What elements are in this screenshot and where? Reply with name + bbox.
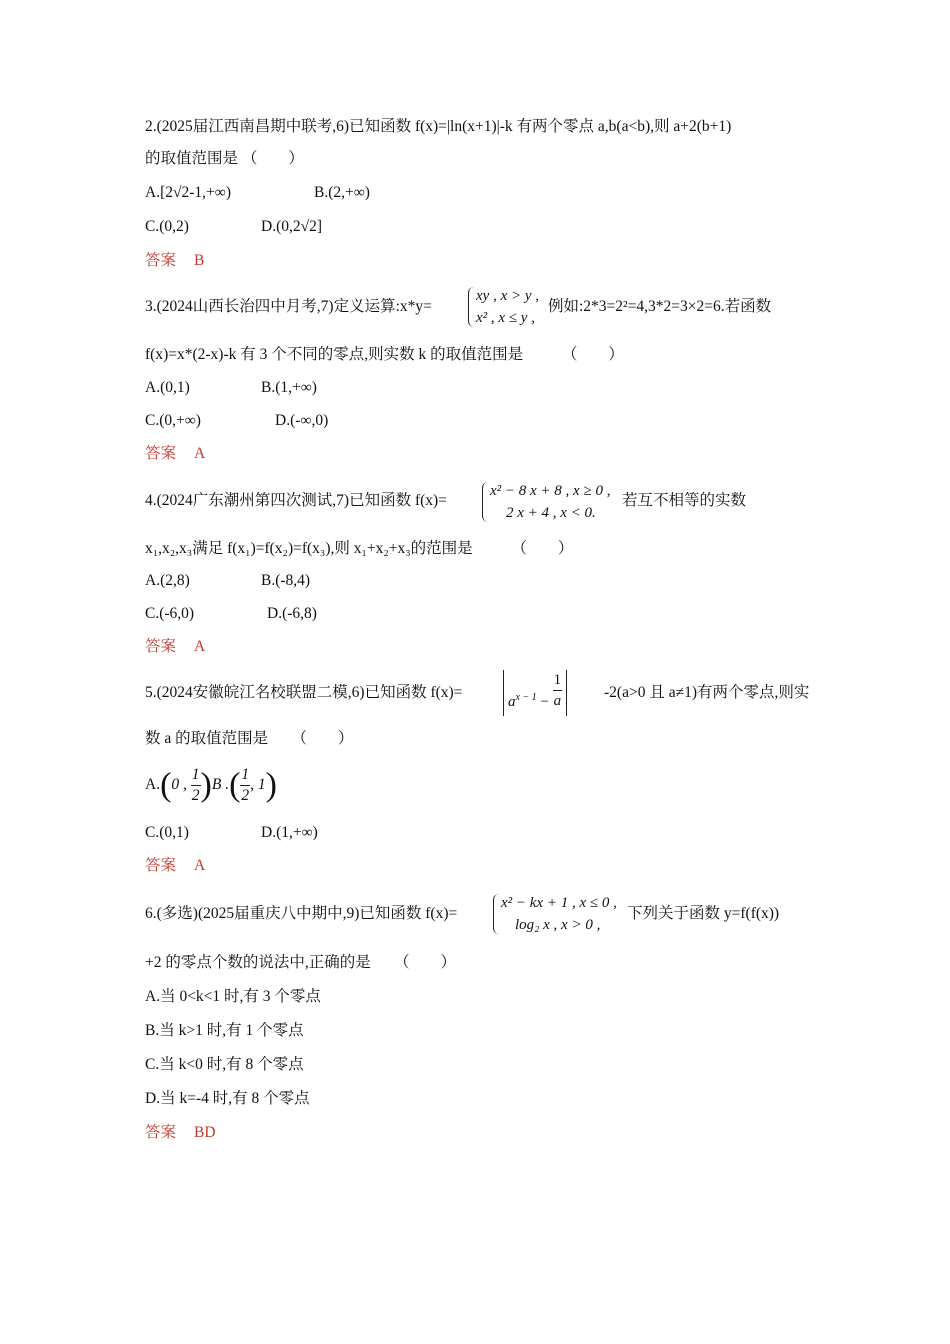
q6-case1: x² − kx + 1 , x ≤ 0 ,: [501, 895, 617, 911]
q4-answer: [145, 637, 205, 657]
q3-stem-suffix: 例如:2*3=2²=4,3*2=3×2=6.若函数: [548, 298, 772, 315]
q3-stem-prefix: 3.(2024山西长治四中月考,7)定义运算:x*y=: [145, 298, 432, 315]
q5-absolute-value: $a^{x - 1}$ − $\frac{1}{a}$: [503, 670, 567, 716]
q6-case2: log₂ x , x > 0 ,: [515, 917, 601, 933]
q5-options-ab: A.(0 , $\frac{1}{2}$ )B .( $\frac{1}{2}$ , 1): [145, 765, 277, 804]
q4-stem-prefix: 4.(2024广东潮州第四次测试,7)已知函数 f(x)=: [145, 492, 447, 509]
answer-value: B: [194, 252, 205, 269]
q4-option-b: B.(-8,4): [261, 572, 311, 589]
answer-value: A: [194, 638, 206, 655]
answer-label: 答案: [145, 638, 177, 655]
q5-stem-prefix: 5.(2024安徽皖江名校联盟二模,6)已知函数 f(x)=: [145, 684, 463, 701]
answer-value: A: [194, 445, 206, 462]
q6-option-c: C.当 k<0 时,有 8 个零点: [145, 1056, 304, 1073]
q4-stem-suffix: 若互不相等的实数: [622, 492, 747, 509]
q4-option-a: A.(2,8): [145, 572, 190, 589]
q6-stem-suffix: 下列关于函数 y=f(f(x)): [627, 905, 780, 922]
q4-case1: x² − 8 x + 8 , x ≥ 0 ,: [490, 483, 611, 499]
q3-piecewise: [476, 285, 539, 329]
q6-stem-line2: +2 的零点个数的说法中,正确的是 （ ）: [145, 954, 456, 971]
q6-answer: [145, 1123, 216, 1143]
q2-option-c: C.(0,2): [145, 218, 189, 235]
q2-stem-line2: 的取值范围是 （ ）: [145, 150, 304, 167]
q3-option-b: B.(1,+∞): [261, 379, 317, 396]
q6-option-b: B.当 k>1 时,有 1 个零点: [145, 1022, 304, 1039]
q4-option-d: D.(-6,8): [267, 605, 317, 622]
answer-value: BD: [194, 1124, 216, 1141]
q5-answer: [145, 856, 205, 876]
q6-option-d: D.当 k=-4 时,有 8 个零点: [145, 1090, 310, 1107]
q3-stem-line2: f(x)=x*(2-x)-k 有 3 个不同的零点,则实数 k 的取值范围是 （ ）: [145, 346, 624, 363]
q5-stem-line2: 数 a 的取值范围是 （ ）: [145, 730, 354, 747]
q3-answer: [145, 444, 205, 464]
q4-piecewise: [490, 480, 610, 524]
q6-stem-prefix: 6.(多选)(2025届重庆八中期中,9)已知函数 f(x)=: [145, 905, 458, 922]
q5-stem-suffix: -2(a>0 且 a≠1)有两个零点,则实: [604, 684, 810, 701]
q3-case1: xy , x > y ,: [476, 288, 540, 304]
q5-option-c: C.(0,1): [145, 824, 189, 841]
q6-piecewise: [501, 892, 617, 936]
answer-label: 答案: [145, 252, 177, 269]
q2-stem-line1: 2.(2025届江西南昌期中联考,6)已知函数 f(x)=|ln(x+1)|-k 有两个零点 a,b(a<b),则 a+2(b+1): [145, 118, 732, 135]
q5-option-d: D.(1,+∞): [261, 824, 318, 841]
q4-option-c: C.(-6,0): [145, 605, 195, 622]
q3-option-d: D.(-∞,0): [275, 412, 329, 429]
q3-option-a: A.(0,1): [145, 379, 190, 396]
q3-option-c: C.(0,+∞): [145, 412, 201, 429]
q2-option-a: A.[2√2-1,+∞): [145, 184, 231, 201]
q2-option-d: D.(0,2√2]: [261, 218, 323, 235]
q2-answer: [145, 251, 204, 271]
q3-case2: x² , x ≤ y ,: [476, 310, 535, 326]
q6-option-a: A.当 0<k<1 时,有 3 个零点: [145, 988, 321, 1005]
q4-case2: 2 x + 4 , x < 0.: [506, 505, 596, 521]
answer-label: 答案: [145, 1124, 177, 1141]
q4-stem-line2: x₁,x₂,x₃满足 f(x₁)=f(x₂)=f(x₃),则 x₁+x₂+x₃的范围是 （ ）: [145, 540, 574, 557]
q2-option-b: B.(2,+∞): [314, 184, 370, 201]
answer-value: A: [194, 857, 206, 874]
answer-label: 答案: [145, 857, 177, 874]
answer-label: 答案: [145, 445, 177, 462]
